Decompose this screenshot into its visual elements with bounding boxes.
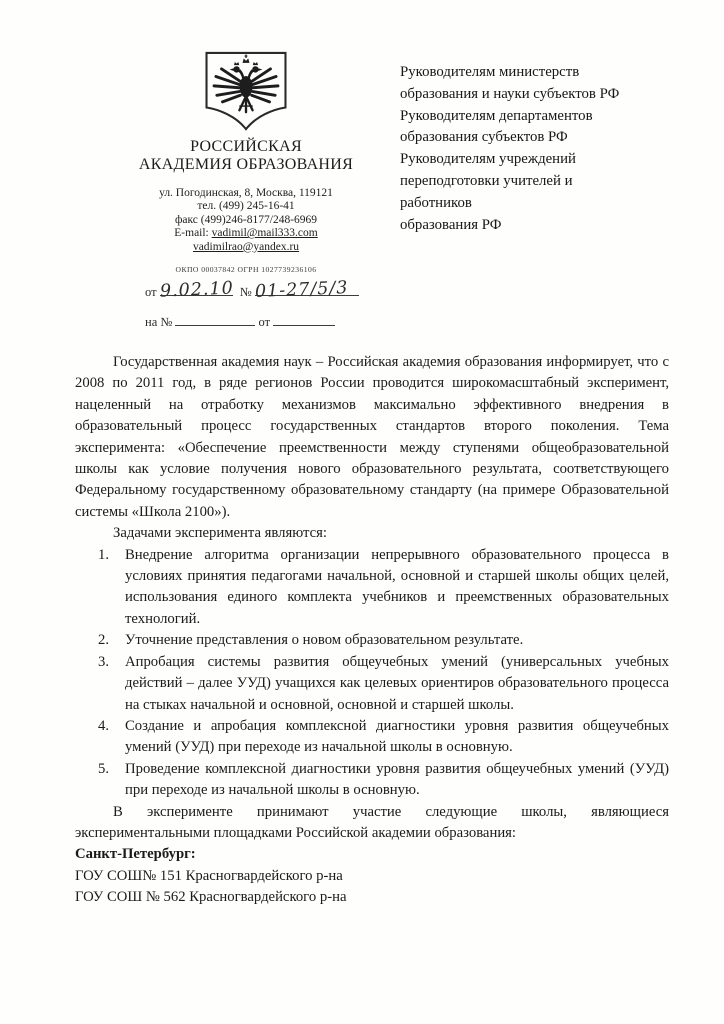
recipients-block bbox=[400, 62, 696, 236]
ref-reply-ot-label: от bbox=[258, 315, 271, 330]
reference-block bbox=[85, 278, 407, 330]
recipient-line: образования РФ bbox=[400, 216, 502, 233]
task-text: Апробация системы развития общеучебных умений (универсальных учебных действий – далее УУД) учащихся как целевых ориентиров образовательного процесса на стыках начальной и основной, основной и старшей школы. bbox=[125, 653, 669, 713]
participants-paragraph: В эксперименте принимают участие следующие школы, являющиеся экспериментальными площадками Российской академии образования: bbox=[75, 803, 669, 841]
ref-date-row bbox=[145, 278, 407, 303]
recipient-line: Руководителям министерств bbox=[400, 64, 580, 80]
body-paragraph-1: Государственная академия наук – Российская академия образования информирует, что с 2008 по 2011 год, в ряде регионов России проводится широкомасштабный эксперимент, нацеленный на отработку механизмов максимально эффективного внедрения в образовательный процесс государственных стандартов второго поколения. Тема эксперимента: «Обеспечение преемственности между ступенями общеобразовательной школы как условие получения нового образовательного результата, соответствующего Федеральному государственному образовательному стандарту (на примере Образовательной системы «Школа 2100»). bbox=[75, 354, 669, 520]
task-number: 4. bbox=[98, 717, 110, 734]
registration-codes: ОКПО 00037842 ОГРН 1027739236106 bbox=[175, 265, 317, 275]
phone-line: тел. (499) 245-16-41 bbox=[197, 200, 295, 213]
letterhead bbox=[85, 50, 407, 330]
ref-number-handwritten: 01-27/5/3 bbox=[254, 278, 349, 303]
recipient-line: Руководителям учреждений bbox=[400, 151, 576, 168]
school-line-2: ГОУ СОШ № 562 Красногвардейского р-на bbox=[75, 889, 347, 906]
address-line: ул. Погодинская, 8, Москва, 119121 bbox=[159, 187, 333, 199]
ref-number-field bbox=[254, 278, 359, 303]
email-secondary: vadimilrao@yandex.ru bbox=[192, 240, 300, 253]
email-line bbox=[85, 227, 407, 240]
task-text: Внедрение алгоритма организации непрерывного образовательного процесса в условиях принятия педагогами начальной, основной и старшей школы общих целей, использования единого комплекта учебников и преемственных образовательных технологий. bbox=[125, 546, 669, 627]
task-item bbox=[75, 545, 669, 631]
task-item bbox=[75, 652, 669, 716]
task-list bbox=[75, 545, 669, 802]
city-heading: Санкт-Петербург: bbox=[75, 846, 196, 863]
recipient-line: образования субъектов РФ bbox=[400, 129, 568, 146]
email-primary: vadimil@mail333.com bbox=[211, 227, 318, 240]
email-label: E-mail: bbox=[174, 227, 209, 240]
task-text: Создание и апробация комплексной диагностики уровня развития общеучебных умений (УУД) при переходе из начальной школы в основную. bbox=[125, 717, 669, 756]
task-item bbox=[75, 630, 669, 651]
ref-from-label: от bbox=[145, 285, 157, 300]
org-name-line2: АКАДЕМИЯ ОБРАЗОВАНИЯ bbox=[138, 156, 354, 173]
task-text: Проведение комплексной диагностики уровня развития общеучебных умений (УУД) при переходе из начальной школы в основную. bbox=[125, 760, 669, 799]
address-block bbox=[85, 187, 407, 254]
task-number: 2. bbox=[98, 632, 110, 649]
school-line-1: ГОУ СОШ№ 151 Красногвардейского р-на bbox=[75, 867, 343, 884]
task-item bbox=[75, 716, 669, 759]
org-name-line1: РОССИЙСКАЯ bbox=[190, 138, 302, 155]
double-headed-eagle-emblem bbox=[199, 50, 293, 133]
letter-body bbox=[75, 352, 669, 909]
ref-reply-row bbox=[145, 311, 407, 330]
ref-number-label: № bbox=[239, 285, 252, 300]
recipient-line: образования и науки субъектов РФ bbox=[400, 85, 620, 102]
task-number: 3. bbox=[98, 653, 110, 670]
task-item bbox=[75, 759, 669, 802]
recipient-line: переподготовки учителей и bbox=[400, 172, 573, 189]
ref-reply-na-label: на № bbox=[145, 315, 173, 330]
email-line-2 bbox=[85, 241, 407, 254]
recipient-line: Руководителям департаментов bbox=[400, 107, 593, 124]
ref-reply-number-field bbox=[175, 311, 255, 326]
ref-reply-date-field bbox=[273, 311, 335, 326]
org-name bbox=[85, 138, 407, 174]
ref-date-field bbox=[159, 278, 234, 302]
recipient-line: работников bbox=[400, 194, 472, 211]
fax-line: факс (499)246-8177/248-6969 bbox=[174, 213, 318, 226]
tasks-intro: Задачами эксперимента являются: bbox=[113, 525, 327, 542]
task-text: Уточнение представления о новом образовательном результате. bbox=[125, 632, 524, 649]
ref-date-handwritten: 9.02.10 bbox=[159, 278, 234, 302]
task-number: 5. bbox=[98, 760, 110, 777]
task-number: 1. bbox=[98, 546, 110, 563]
